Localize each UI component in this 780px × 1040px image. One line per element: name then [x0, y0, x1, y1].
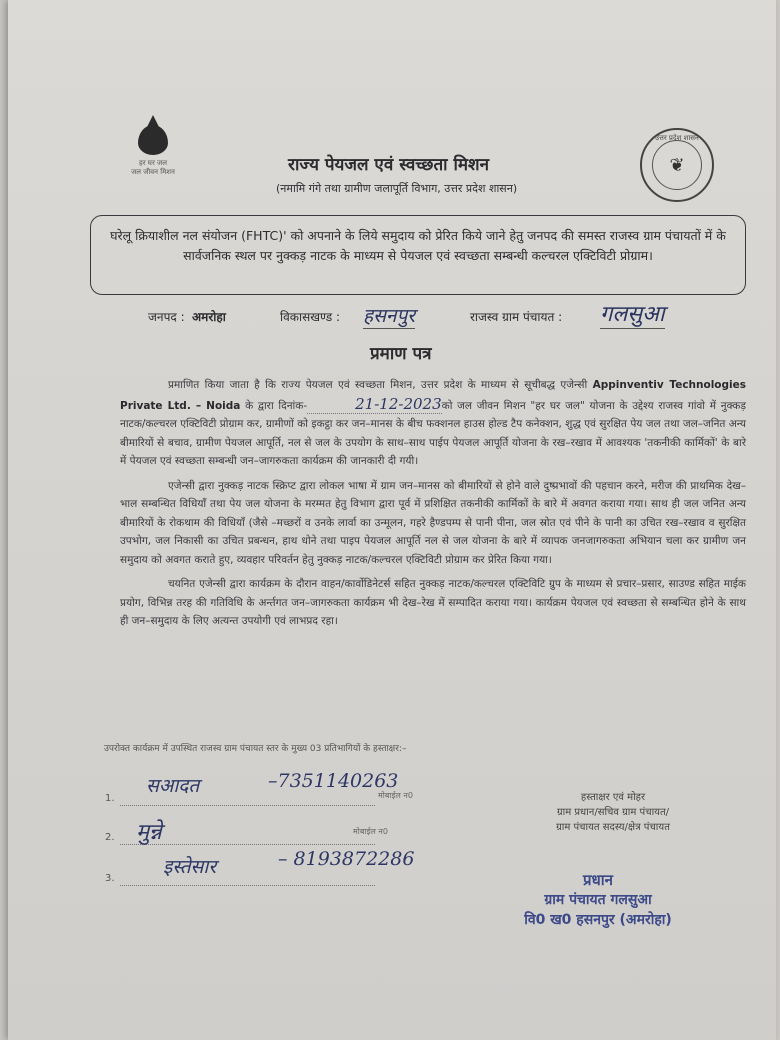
water-drop-icon — [138, 125, 168, 155]
block-label: विकासखण्ड : — [280, 310, 341, 324]
participant-name: सआदत — [146, 775, 200, 797]
paragraph-2: एजेन्सी द्वारा नुक्कड़ नाटक स्क्रिप्ट द्वारा लोकल भाषा में ग्राम जन–मानस को बीमारियों से होने वाले दुष्प्रभावों की पहचान करने, मरीज की प्राथमिक देख–भाल सम्बन्धित विधियाँ तथा पेय जल योजना के मरम्मत हेतु विभाग द्वारा पूर्व में प्रशिक्षित तकनीकी कार्मिकों के बारे में अवगत कराया गया। साथ ही जल जनित अन्य बीमारियों के रोकथाम की विधियाँ (जैसे –मच्छरों व उनके लार्वा का उन्मूलन, गहरे हैण्डपम्प से पानी पीना, जल स्रोत एवं पीने के पानी का उचित रख–रखाव व सुरक्षित उपभोग, जल निकासी का उचित प्रबन्धन, हाथ धोने तथा पाइप पेयजल आपूर्ति नल से जल योजना के बारे में व्यापक जनजागरुकता अभियान चला कर ग्रामीण जन समुदाय को अवगत कराते हुए, व्यवहार परिवर्तन हेतु नुक्कड़ नाटक/कल्चरल एक्टिविटी प्रोग्राम कर प्रेरित किया गया। — [120, 479, 746, 566]
mobile-label: मोबाईल न0 — [353, 827, 388, 836]
pradhan-stamp — [513, 870, 683, 930]
janpad-value: अमरोहा — [192, 310, 226, 324]
paragraph-1 — [120, 376, 746, 471]
program-date: 21-12-2023 — [307, 395, 441, 415]
participant-mobile: – 8193872286 — [278, 848, 415, 870]
page-title: राज्य पेयजल एवं स्वच्छता मिशन — [288, 155, 490, 175]
participant-name: इस्तेसार — [163, 856, 217, 878]
certificate-body — [120, 376, 746, 631]
participant-name: मुन्ने — [136, 820, 162, 845]
har-ghar-jal-logo — [108, 125, 198, 177]
mobile-label: मोबाईल न0 — [378, 791, 413, 800]
signatory-role-2: ग्राम पंचायत सदस्य/क्षेत्र पंचायत — [556, 822, 670, 833]
seal-text: उत्तर प्रदेश शासन — [655, 134, 699, 142]
participants-intro: उपरोक्त कार्यक्रम में उपस्थित राजस्व ग्राम पंचायत स्तर के मुख्य 03 प्रतिभागियों के हस्ताक्षर:– — [104, 744, 407, 754]
logo-caption: हर घर जल जल जीवन मिशन — [131, 159, 175, 176]
participant-mobile: –7351140263 — [268, 770, 399, 792]
signatory-role: ग्राम प्रधान/सचिव ग्राम पंचायत/ — [556, 807, 670, 818]
emblem-icon: ❦ — [652, 140, 702, 190]
janpad-label: जनपद : — [148, 310, 185, 324]
program-notice: घरेलू क्रियाशील नल संयोजन (FHTC)' को अपनाने के लिये समुदाय को प्रेरित किये जाने हेतु जनपद की समस्त राजस्व ग्राम पंचायतों में के सार्वजनिक स्थल पर नुक्कड़ नाटक के माध्यम से पेयजल एवं स्वच्छता सम्बन्धी कल्चरल एक्टिविटी प्रोग्राम। — [90, 215, 746, 295]
gp-value: गलसुआ — [600, 298, 665, 329]
stamp-line-1: प्रधान — [583, 871, 613, 889]
page-subtitle: (नमामि गंगे तथा ग्रामीण जलापूर्ति विभाग, उत्तर प्रदेश शासन) — [276, 182, 518, 195]
document-page — [8, 0, 776, 1040]
participant-number: 3. — [105, 873, 115, 884]
agency-name: Appinventiv Technologies Private Ltd. – Noida — [120, 379, 747, 412]
stamp-line-2: ग्राम पंचायत गलसुआ — [544, 892, 652, 908]
participant-number: 2. — [105, 832, 115, 843]
up-government-seal — [640, 128, 714, 202]
p1-rest: को जल जीवन मिशन "हर घर जल" योजना के उद्देश्य राजस्व गांवो में नुक्कड़ नाटक/कल्चरल एक्टिविटी प्रोग्राम कर, ग्रामीणों को इकट्ठा कर जन–मानस के बीच फक्शनल हाउस होल्ड टैप कनेक्शन, शुद्ध एवं सुरक्षित पेय जल तथा जल–जनित अन्य बीमारियों से बचाव, ग्रामीण पेयजल आपूर्ति, नल से जल के उपयोग के साथ–साथ पाईप पेयजल आपूर्ति योजना के रख–रखाव में आवश्यक 'तकनीकी कार्मिकों' के बारे में पेयजल एवं स्वच्छता सम्बन्धी जन–जागरुकता कार्यक्रम की जानकारी दी गयी। — [120, 399, 746, 467]
paragraph-3: चयनित एजेन्सी द्वारा कार्यक्रम के दौरान वाहन/कार्वोडिनेटर्स सहित नुक्कड़ नाटक/कल्चरल एक्टिविटि ग्रुप के माध्यम से प्रचार–प्रसार, साउण्ड सहित माईक प्रयोग, विभिन्न तरह की गतिविधि के अर्न्तगत जन–जागरुकता कार्यक्रम भी देख–रेख में सम्पादित कराया गया। कार्यक्रम पेयजल एवं स्वच्छता से सम्बन्धित होने के साथ ही जन–समुदाय के लिए अत्यन्त उपयोगी एवं लाभप्रद रहा। — [120, 578, 746, 627]
stamp-line-3: वि0 ख0 हसनपुर (अमरोहा) — [524, 912, 672, 928]
signatory-block — [513, 790, 713, 835]
gp-label: राजस्व ग्राम पंचायत : — [470, 310, 563, 324]
certificate-heading: प्रमाण पत्र — [370, 344, 432, 364]
p1-date-label: के द्वारा दिनांक- — [245, 399, 308, 412]
block-value: हसनपुर — [363, 302, 415, 329]
signatory-title: हस्ताक्षर एवं मोहर — [580, 792, 646, 803]
signature-line — [120, 873, 375, 886]
participant-number: 1. — [105, 793, 115, 804]
p1-intro: प्रमाणित किया जाता है कि राज्य पेयजल एवं स्वच्छता मिशन, उत्तर प्रदेश के माध्यम से सूचीबद्ध एजेन्सी — [168, 379, 588, 391]
